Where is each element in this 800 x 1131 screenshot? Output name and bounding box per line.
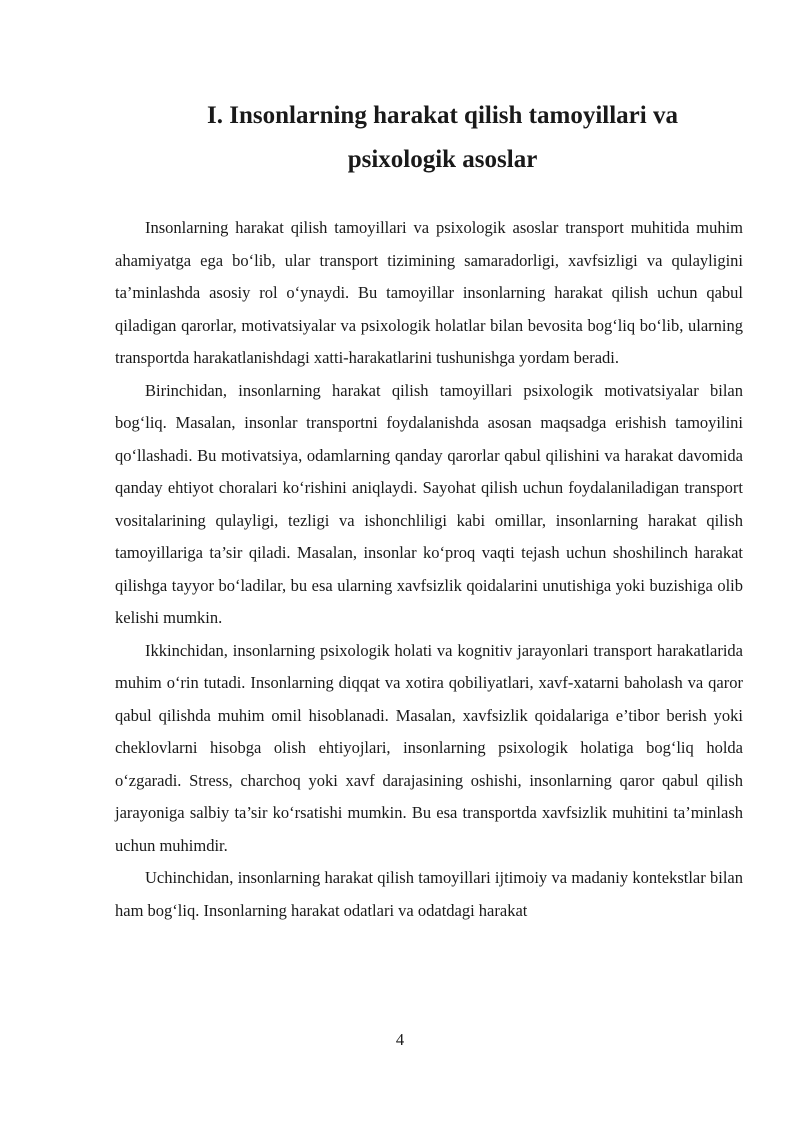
paragraph-4: Uchinchidan, insonlarning harakat qilish tamoyillari ijtimoiy va madaniy kontekstlar bilan ham bog‘liq. Insonlarning harakat odatlari va odatdagi harakat — [115, 868, 743, 920]
paragraph-2: Birinchidan, insonlarning harakat qilish tamoyillari psixologik motivatsiyalar bilan bog‘liq. Masalan, insonlar transportni foydalanishda asosan maqsadga erishish tamoyilini qo‘llashadi. Bu motivatsiya, odamlarning qanday qarorlar qabul qilishini va harakat davomida qanday ehtiyot choralari ko‘rishini aniqlaydi. Sayohat qilish uchun foydalaniladigan transport vositalarining qulayligi, tezligi va ishonchliligi kabi omillar, insonlarning harakat qilish tamoyillariga ta’sir qiladi. Masalan, insonlar ko‘proq vaqti tejash uchun shoshilinch harakat qilishga tayyor bo‘ladilar, bu esa ularning xavfsizlik qoidalarini unutishiga yoki buzishiga olib kelishi mumkin. — [115, 380, 743, 627]
paragraph-1: Insonlarning harakat qilish tamoyillari va psixologik asoslar transport muhitida muhim ahamiyatga ega bo‘lib, ular transport tizimining samaradorligi, xavfsizligi va qulayligini ta’minlashda asosiy rol o‘ynaydi. Bu tamoyillar insonlarning harakat qilish uchun qabul qiladigan qarorlar, motivatsiyalar va psixologik holatlar bilan bevosita bog‘liq bo‘lib, ularning transportda harakatlanishdagi xatti-harakatlarini tushunishga yordam beradi. — [115, 218, 743, 367]
title-line-2: psixologik asoslar — [347, 146, 538, 173]
page-number: 4 — [395, 1030, 405, 1049]
title-line-1: I. Insonlarning harakat qilish tamoyillari va — [207, 102, 678, 129]
body-text — [115, 212, 743, 927]
paragraph-3: Ikkinchidan, insonlarning psixologik holati va kognitiv jarayonlari transport harakatlarida muhim o‘rin tutadi. Insonlarning diqqat va xotira qobiliyatlari, xavf-xatarni baholash va qaror qabul qilishda muhim omil hisoblanadi. Masalan, xavfsizlik qoidalariga e’tibor berish yoki cheklovlarni hisobga olish ehtiyojlari, insonlarning psixologik holatiga bog‘liq holda o‘zgaradi. Stress, charchoq yoki xavf darajasining oshishi, insonlarning qaror qabul qilish jarayoniga salbiy ta’sir ko‘rsatishi mumkin. Bu esa transportda xavfsizlik muhitini ta’minlash uchun muhimdir. — [115, 640, 743, 855]
page-title — [115, 94, 770, 182]
